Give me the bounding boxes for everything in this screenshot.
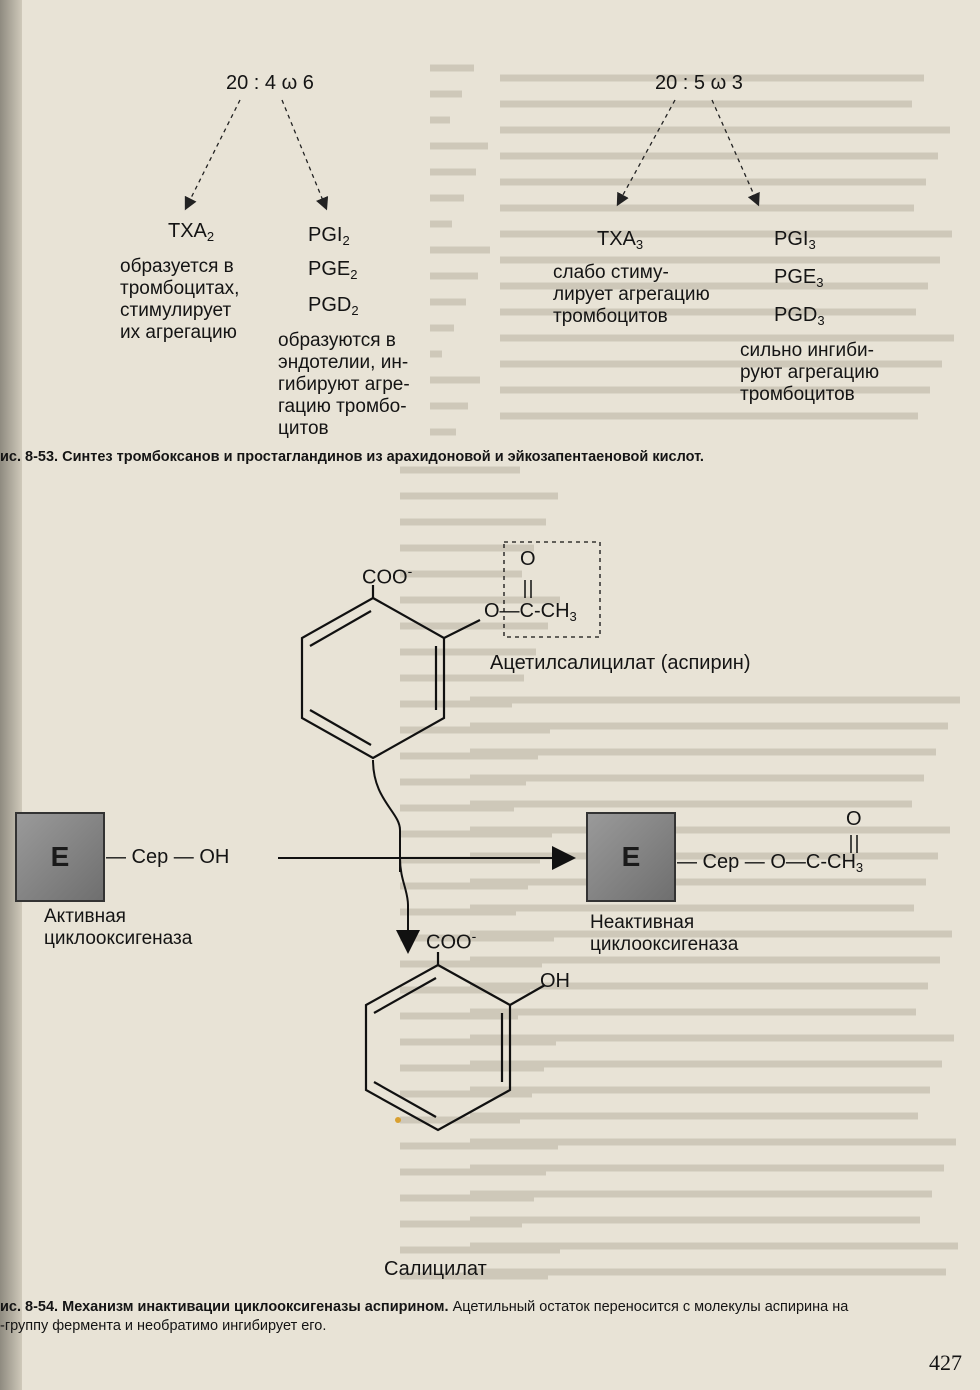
reaction-curve — [373, 760, 400, 872]
ratio-omega3: 20 : 5 ω 3 — [655, 72, 743, 94]
salicylate-oh: OH — [540, 970, 570, 992]
pg3-note: сильно ингиби- руют агрегацию тромбоцитов — [740, 340, 880, 405]
salicylate-label: Салицилат — [384, 1258, 487, 1280]
fig53-caption: ис. 8-53. Синтез тромбоксанов и простагландинов из арахидоновой и эйкозапентаеновой кислот. — [0, 449, 704, 465]
pgd3-label: $PGD_3$ — [774, 304, 825, 328]
inactive-enzyme-box: E — [586, 812, 676, 902]
aspirin-coo: COO- — [362, 563, 413, 589]
aspirin-label: Ацетилсалицилат (аспирин) — [490, 652, 751, 674]
page-number: 427 — [929, 1350, 962, 1375]
pgi2-label: $PGI_2$ — [308, 224, 350, 248]
inactive-enzyme-label: Неактивная циклооксигеназа — [590, 912, 739, 955]
ratio-omega6: 20 : 4 ω 6 — [226, 72, 314, 94]
pg2-note: образуются в эндотелии, ин- гибируют агре- гацию тромбо- цитов — [278, 330, 410, 439]
txa3-label: $TXA_3$ — [597, 228, 644, 252]
active-enzyme-box: E — [15, 812, 105, 902]
txa2-label: $TXA_2$ — [168, 220, 215, 244]
acetyl-group: $O—C-CH_3$ — [484, 600, 577, 624]
pge2-label: $PGE_2$ — [308, 258, 358, 282]
aspirin-ring — [302, 585, 480, 758]
salicylate-coo: COO- — [426, 928, 477, 954]
txa3-note: слабо стиму- лирует агрегацию тромбоцитов — [553, 262, 710, 327]
inactive-ser-acetyl: — Сер — $O—C-CH_3$ — [677, 851, 864, 875]
pgd2-label: $PGD_2$ — [308, 294, 359, 318]
pge3-label: $PGE_3$ — [774, 266, 824, 290]
fig54-caption: ис. 8-54. Механизм инактивации циклооксигеназы аспирином. Ацетильный остаток переносится с молекулы аспирина на -группу фермента и необратимо ингибирует его. — [0, 1299, 849, 1334]
salicylate-curve — [400, 858, 408, 950]
active-ser-oh: — Сер — OH — [106, 846, 230, 868]
pgi3-label: $PGI_3$ — [774, 228, 816, 252]
acetyl-o: O — [520, 548, 536, 570]
txa2-note: образуется в тромбоцитах, стимулирует их агрегацию — [120, 256, 240, 343]
active-enzyme-label: Активная циклооксигеназа — [44, 906, 193, 949]
salicylate-ring — [366, 952, 545, 1130]
inactive-acetyl-o: O — [846, 808, 862, 830]
